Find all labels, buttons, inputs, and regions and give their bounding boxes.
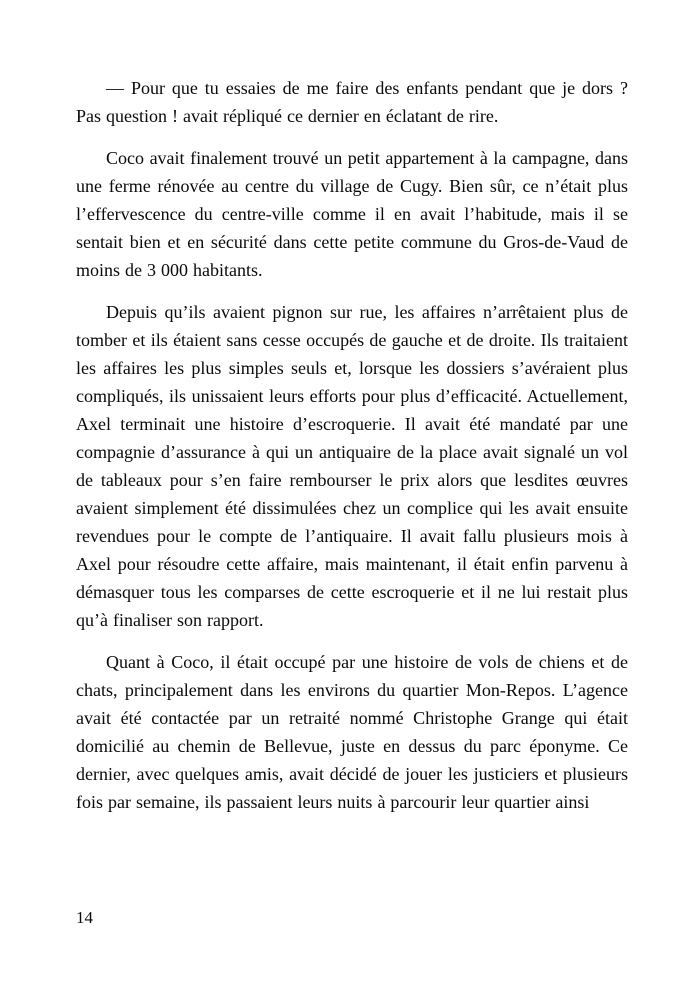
paragraph-dialogue: — Pour que tu essaies de me faire des enfants pendant que je dors ? Pas question ! avait répliqué ce dernier en éclatant de rire. [76,78,628,126]
paragraph: Quant à Coco, il était occupé par une histoire de vols de chiens et de chats, principalement dans les environs du quartier Mon-Repos. L’agence avait été contactée par un retraité nommé Christophe Grange qui était domicilié au chemin de Bellevue, juste en dessus du parc éponyme. Ce dernier, avec quelques amis, avait décidé de jouer les justiciers et plusieurs fois par semaine, ils passaient leurs nuits à parcourir leur quartier ainsi [76,652,628,812]
page-text [76,74,628,816]
page-number: 14 [76,908,93,927]
paragraph: Coco avait finalement trouvé un petit appartement à la campagne, dans une ferme rénovée au centre du village de Cugy. Bien sûr, ce n’était plus l’effervescence du centre-ville comme il en avait l’habitude, mais il se sentait bien et en sécurité dans cette petite commune du Gros-de-Vaud de moins de 3 000 habitants. [76,148,628,280]
paragraph: Depuis qu’ils avaient pignon sur rue, les affaires n’arrêtaient plus de tomber et ils étaient sans cesse occupés de gauche et de droite. Ils traitaient les affaires les plus simples seuls et, lorsque les dossiers s’avéraient plus compliqués, ils unissaient leurs efforts pour plus d’efficacité. Actuellement, Axel terminait une histoire d’escroquerie. Il avait été mandaté par une compagnie d’assurance à qui un antiquaire de la place avait signalé un vol de tableaux pour s’en faire rembourser le prix alors que lesdites œuvres avaient simplement été dissimulées chez un complice qui les avait ensuite revendues pour le compte de l’antiquaire. Il avait fallu plusieurs mois à Axel pour résoudre cette affaire, mais maintenant, il était enfin parvenu à démasquer tous les comparses de cette escroquerie et il ne lui restait plus qu’à finaliser son rapport. [76,302,628,630]
